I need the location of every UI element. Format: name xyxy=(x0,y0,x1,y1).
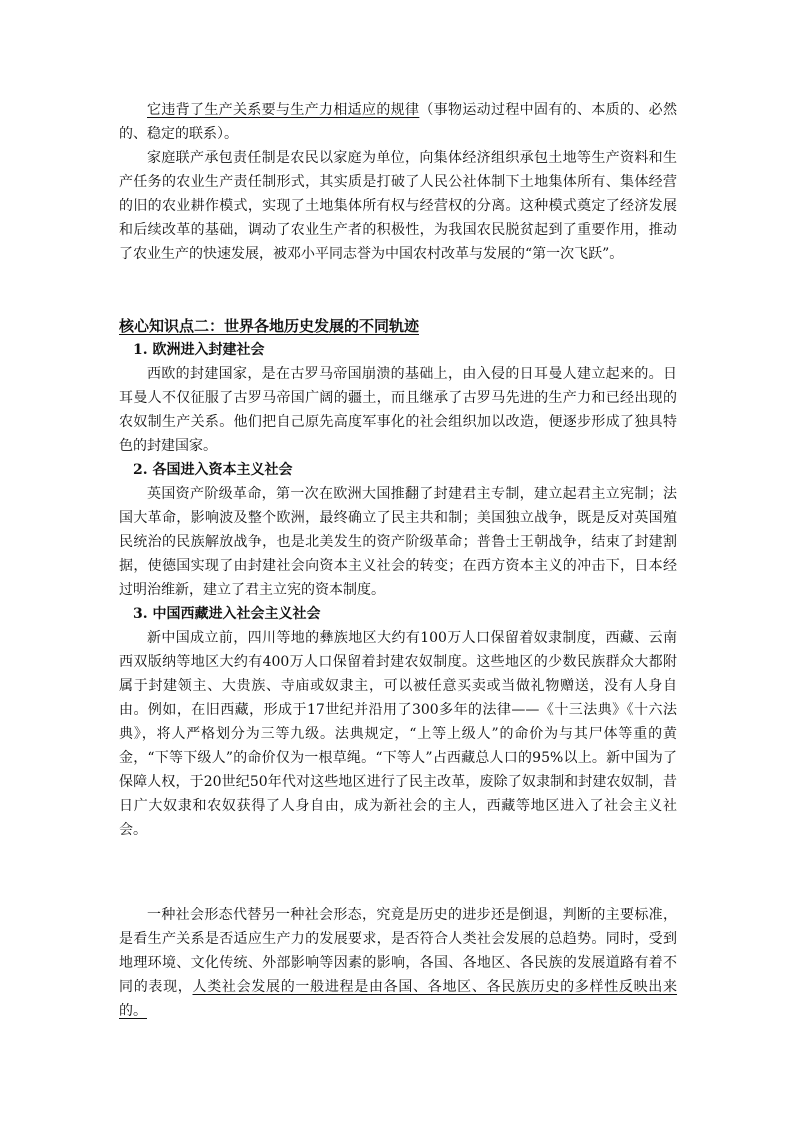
paragraph-household-responsibility: 家庭联产承包责任制是农民以家庭为单位，向集体经济组织承包土地等生产资料和生产任务的农业生产责任制形式，其实质是打破了人民公社体制下土地集体所有、集体经营的旧的农业耕作模式，实现了土地集体所有权与经营权的分离。这种模式奠定了经济发展和后续改革的基础，调动了农业生产者的积极性，为我国农民脱贫起到了重要作用，推动了农业生产的快速发展，被邓小平同志誉为中国农村改革与发展的“第一次飞跃”。 xyxy=(119,150,677,262)
conclusion-block xyxy=(119,903,677,1023)
subheading-capitalism: 2. 各国进入资本主义社会 xyxy=(133,462,293,478)
paragraph-capitalism: 英国资产阶级革命，第一次在欧洲大国推翻了封建君主专制，建立起君主立宪制；法国大革命，影响波及整个欧洲，最终确立了民主共和制；美国独立战争，既是反对英国殖民统治的民族解放战争，也是北美发生的资产阶级革命；普鲁士王朝战争，结束了封建割据，使德国实现了由封建社会向资本主义社会的转变；在西方资本主义的冲击下，日本经过明治维新，建立了君主立宪的资本制度。 xyxy=(119,486,677,598)
underlined-law: 它违背了生产关系要与生产力相适应的规律 xyxy=(147,102,420,118)
paragraph-tibet: 新中国成立前，四川等地的彝族地区大约有100万人口保留着奴隶制度，西藏、云南西双版纳等地区大约有400万人口保留着封建农奴制度。这些地区的少数民族群众大都附属于封建领主、大贵族、寺庙或奴隶主，可以被任意买卖或当做礼物赠送，没有人身自由。例如，在旧西藏，形成于17世纪并沿用了300多年的法律——《十三法典》《十六法典》，将人严格划分为三等九级。法典规定，“上等上级人”的命价为与其尸体等重的黄金，“下等下级人”的命价仅为一根草绳。“下等人”占西藏总人口的95%以上。新中国为了保障人权，于20世纪50年代对这些地区进行了民主改革，废除了奴隶制和封建农奴制，昔日广大奴隶和农奴获得了人身自由，成为新社会的主人，西藏等地区进入了社会主义社会。 xyxy=(119,630,677,838)
intro-block xyxy=(119,98,677,266)
section-title: 核心知识点二：世界各地历史发展的不同轨迹 xyxy=(119,317,420,335)
section-two xyxy=(119,314,677,842)
underlined-conclusion: 人类社会发展的一般进程是由各国、各地区、各民族历史的多样性反映出来的。 xyxy=(119,979,678,1019)
paragraph-conclusion xyxy=(119,903,677,1023)
paragraph-law xyxy=(119,98,677,146)
law-explanation: （事物运动过程中固有的、本质的、必然的、稳定的联系）。 xyxy=(119,102,678,142)
conclusion-text: 一种社会形态代替另一种社会形态，究竟是历史的进步还是倒退，判断的主要标准，是看生产关系是否适应生产力的发展要求，是否符合人类社会发展的总趋势。同时，受到地理环境、文化传统、外部影响等因素的影响，各国、各地区、各民族的发展道路有着不同的表现， xyxy=(119,907,677,995)
paragraph-europe: 西欧的封建国家，是在古罗马帝国崩溃的基础上，由入侵的日耳曼人建立起来的。日耳曼人不仅征服了古罗马帝国广阔的疆土，而且继承了古罗马先进的生产力和已经出现的农奴制生产关系。他们把自己原先高度军事化的社会组织加以改造，便逐步形成了独具特色的封建国家。 xyxy=(119,366,677,454)
subheading-europe: 1. 欧洲进入封建社会 xyxy=(133,342,265,358)
subheading-tibet: 3. 中国西藏进入社会主义社会 xyxy=(133,606,321,622)
